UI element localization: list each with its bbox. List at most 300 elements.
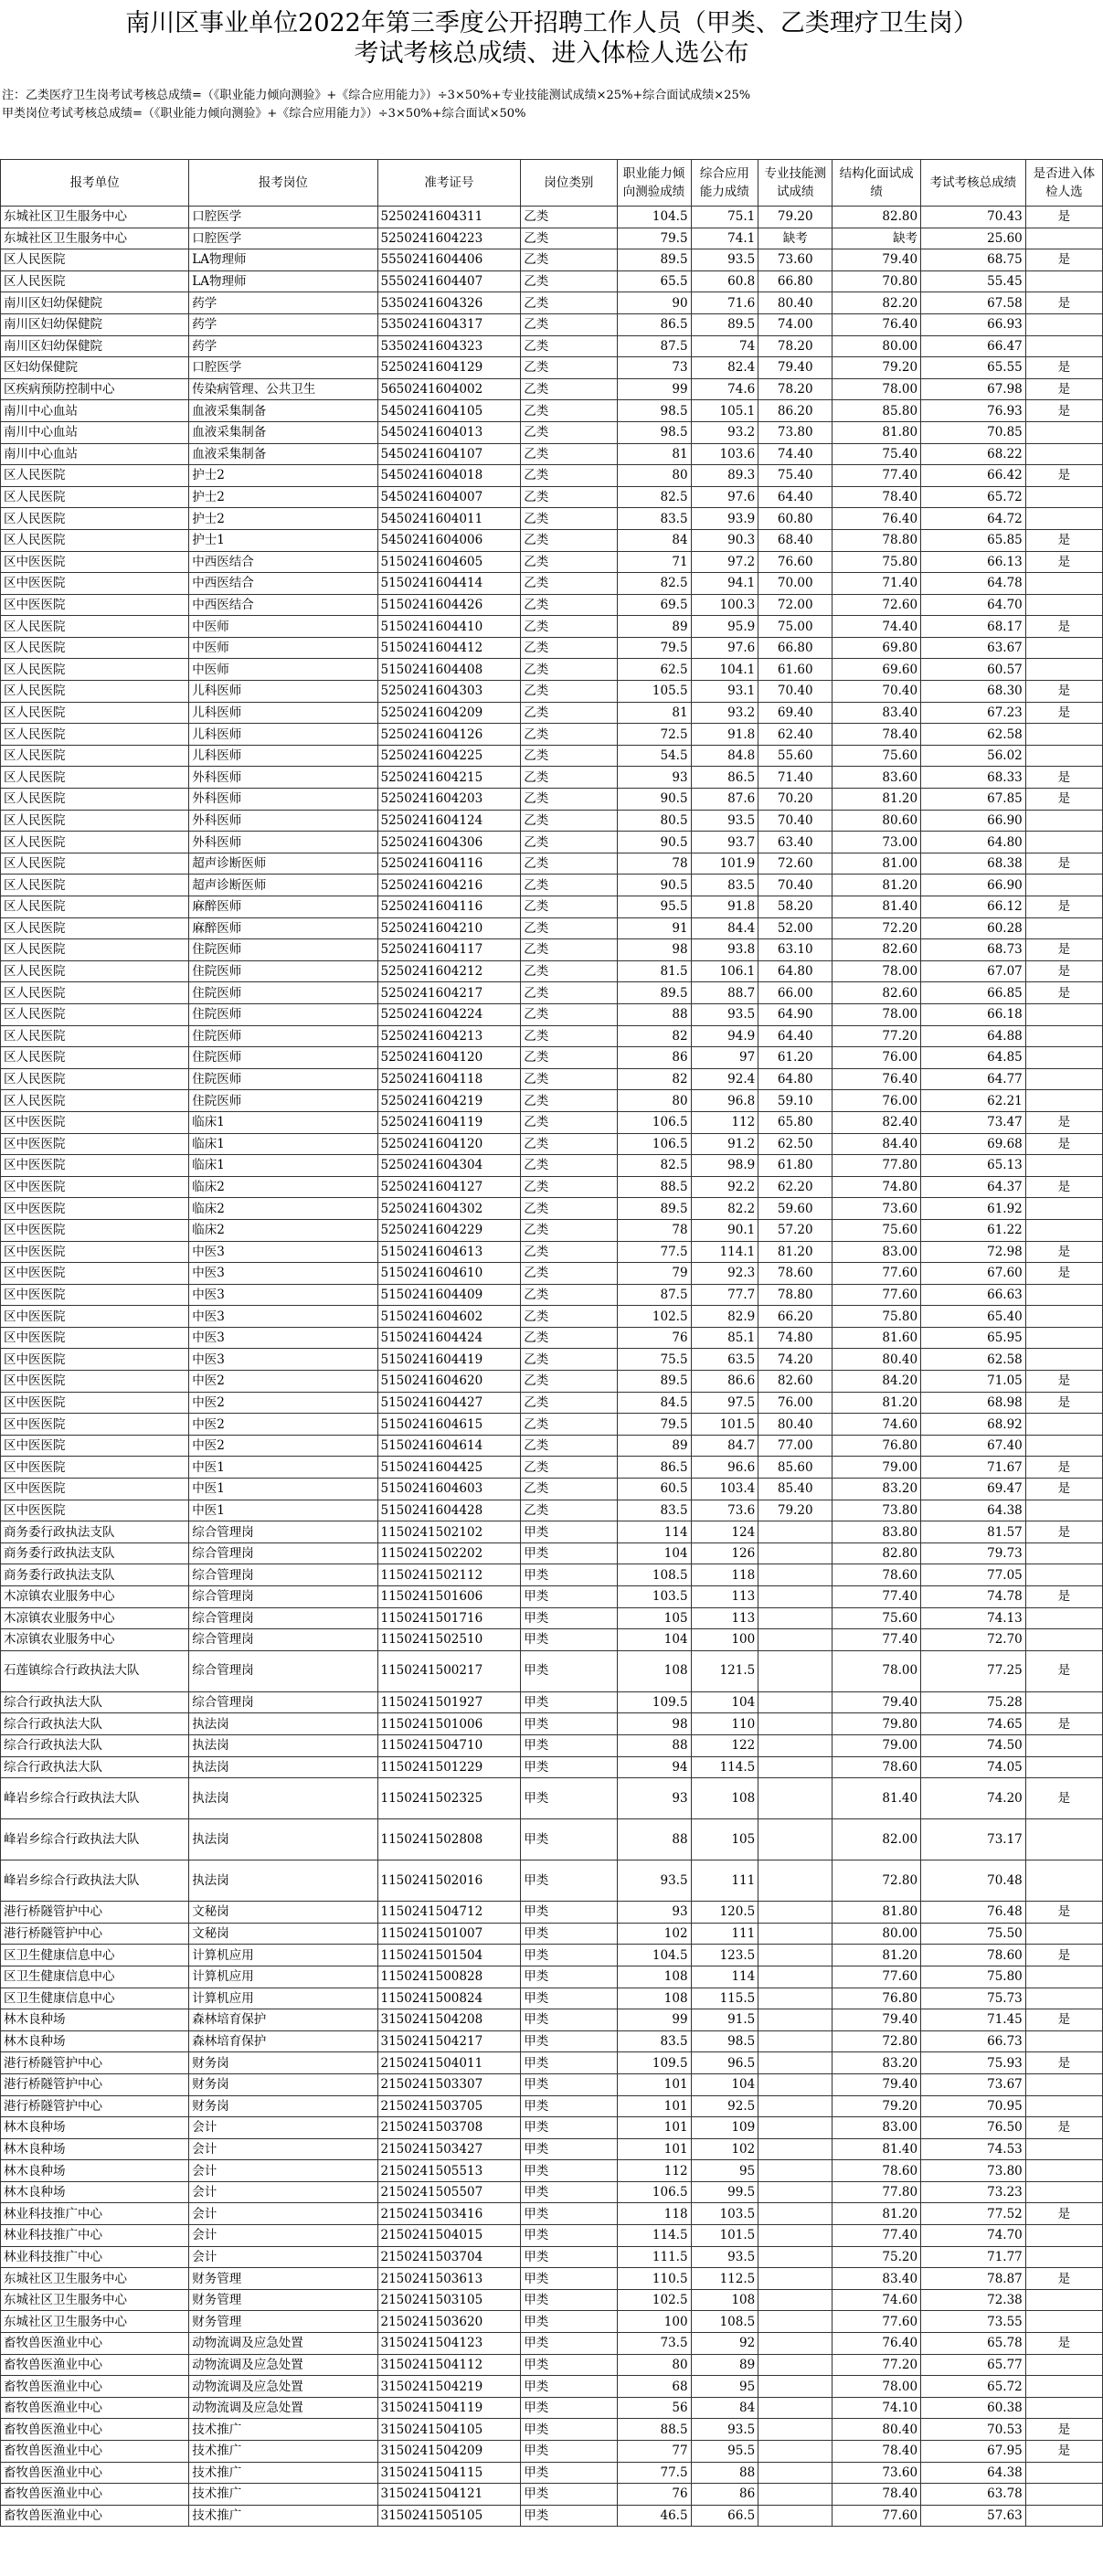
cell-post: 住院医师 — [189, 939, 377, 961]
cell-unit: 区中医医院 — [1, 1284, 189, 1306]
cell-physical-exam — [1025, 1756, 1102, 1778]
cell-interview: 78.60 — [833, 1564, 921, 1586]
cell-post-class: 乙类 — [521, 551, 617, 573]
header-row — [1, 160, 1103, 207]
cell-skill — [758, 1945, 833, 1966]
cell-ticket-no: 5250241604215 — [377, 767, 521, 789]
cell-physical-exam: 是 — [1025, 357, 1102, 379]
cell-aptitude: 94 — [617, 1756, 691, 1778]
cell-application: 123.5 — [691, 1945, 758, 1966]
cell-aptitude: 80 — [617, 465, 691, 487]
cell-post: 儿科医师 — [189, 681, 377, 703]
cell-post: 动物流调及应急处置 — [189, 2354, 377, 2376]
table-row — [1, 207, 1103, 228]
table-row — [1, 2419, 1103, 2441]
cell-aptitude: 84 — [617, 529, 691, 551]
cell-skill — [758, 1860, 833, 1902]
cell-unit: 区中医医院 — [1, 573, 189, 595]
table-row — [1, 1607, 1103, 1629]
cell-aptitude: 101 — [617, 2117, 691, 2139]
cell-post: 综合管理岗 — [189, 1586, 377, 1608]
cell-physical-exam: 是 — [1025, 616, 1102, 638]
cell-application: 113 — [691, 1607, 758, 1629]
cell-ticket-no: 1150241501606 — [377, 1586, 521, 1608]
cell-unit: 区人民医院 — [1, 1025, 189, 1047]
table-row — [1, 529, 1103, 551]
cell-post-class: 乙类 — [521, 1003, 617, 1025]
cell-unit: 林木良种场 — [1, 2181, 189, 2203]
cell-unit: 林木良种场 — [1, 2138, 189, 2160]
cell-ticket-no: 2150241503416 — [377, 2203, 521, 2225]
cell-physical-exam — [1025, 1198, 1102, 1220]
cell-interview: 81.40 — [833, 2138, 921, 2160]
cell-post: 传染病管理、公共卫生 — [189, 378, 377, 400]
cell-post: 中医2 — [189, 1414, 377, 1436]
table-row — [1, 2246, 1103, 2268]
cell-interview: 78.60 — [833, 1756, 921, 1778]
cell-total: 73.55 — [921, 2311, 1026, 2333]
cell-post: 护士2 — [189, 486, 377, 508]
cell-application: 106.1 — [691, 960, 758, 982]
cell-skill — [758, 1521, 833, 1543]
cell-unit: 畜牧兽医渔业中心 — [1, 2462, 189, 2484]
cell-interview: 78.00 — [833, 1003, 921, 1025]
cell-aptitude: 118 — [617, 2203, 691, 2225]
cell-total: 71.45 — [921, 2009, 1026, 2031]
cell-unit: 区人民医院 — [1, 681, 189, 703]
cell-skill: 66.80 — [758, 637, 833, 659]
cell-unit: 区人民医院 — [1, 1090, 189, 1112]
cell-post: 中医1 — [189, 1500, 377, 1521]
cell-skill: 72.00 — [758, 594, 833, 616]
cell-application: 84.4 — [691, 917, 758, 939]
cell-application: 74.6 — [691, 378, 758, 400]
cell-post: 口腔医学 — [189, 207, 377, 228]
cell-physical-exam: 是 — [1025, 2009, 1102, 2031]
table-row — [1, 2289, 1103, 2311]
cell-aptitude: 81 — [617, 702, 691, 724]
cell-skill: 68.40 — [758, 529, 833, 551]
cell-ticket-no: 1150241500828 — [377, 1966, 521, 1988]
cell-unit: 区人民医院 — [1, 982, 189, 1004]
cell-post: 临床2 — [189, 1198, 377, 1220]
cell-application: 93.5 — [691, 2246, 758, 2268]
cell-post-class: 甲类 — [521, 2073, 617, 2095]
cell-application: 115.5 — [691, 1988, 758, 2009]
cell-interview: 83.40 — [833, 702, 921, 724]
cell-post: LA物理师 — [189, 249, 377, 271]
cell-physical-exam: 是 — [1025, 551, 1102, 573]
cell-aptitude: 106.5 — [617, 2181, 691, 2203]
cell-interview: 75.40 — [833, 443, 921, 465]
cell-application: 75.1 — [691, 207, 758, 228]
cell-total: 66.90 — [921, 875, 1026, 896]
table-row — [1, 2311, 1103, 2333]
cell-unit: 南川中心血站 — [1, 443, 189, 465]
cell-aptitude: 77 — [617, 2441, 691, 2463]
cell-total: 73.67 — [921, 2073, 1026, 2095]
cell-application: 84.8 — [691, 745, 758, 767]
cell-total: 75.80 — [921, 1966, 1026, 1988]
cell-interview: 81.40 — [833, 896, 921, 918]
cell-physical-exam — [1025, 2505, 1102, 2527]
cell-post-class: 甲类 — [521, 1607, 617, 1629]
cell-application: 103.5 — [691, 2203, 758, 2225]
cell-post: 技术推广 — [189, 2505, 377, 2527]
cell-ticket-no: 1150241501716 — [377, 1607, 521, 1629]
cell-interview: 82.00 — [833, 1819, 921, 1860]
cell-total: 70.43 — [921, 207, 1026, 228]
cell-unit: 区人民医院 — [1, 960, 189, 982]
cell-skill: 71.40 — [758, 767, 833, 789]
cell-physical-exam — [1025, 2289, 1102, 2311]
cell-interview: 75.80 — [833, 1306, 921, 1328]
cell-total: 65.40 — [921, 1306, 1026, 1328]
cell-physical-exam — [1025, 1414, 1102, 1436]
cell-application: 74 — [691, 335, 758, 357]
cell-post-class: 乙类 — [521, 1371, 617, 1393]
cell-unit: 林木良种场 — [1, 2117, 189, 2139]
cell-unit: 区人民医院 — [1, 724, 189, 746]
cell-unit: 区中医医院 — [1, 1263, 189, 1285]
cell-aptitude: 60.5 — [617, 1479, 691, 1500]
cell-post-class: 甲类 — [521, 2160, 617, 2182]
cell-total: 64.38 — [921, 2462, 1026, 2484]
cell-total: 70.85 — [921, 421, 1026, 443]
cell-total: 64.72 — [921, 508, 1026, 530]
cell-total: 68.22 — [921, 443, 1026, 465]
cell-physical-exam — [1025, 1691, 1102, 1713]
cell-total: 74.65 — [921, 1713, 1026, 1735]
cell-total: 56.02 — [921, 745, 1026, 767]
cell-skill — [758, 2073, 833, 2095]
cell-application: 83.5 — [691, 875, 758, 896]
cell-application: 91.5 — [691, 2009, 758, 2031]
cell-total: 67.58 — [921, 292, 1026, 314]
cell-interview: 72.80 — [833, 1860, 921, 1902]
cell-unit: 东城社区卫生服务中心 — [1, 228, 189, 249]
cell-post: 中西医结合 — [189, 551, 377, 573]
cell-application: 82.2 — [691, 1198, 758, 1220]
cell-unit: 畜牧兽医渔业中心 — [1, 2376, 189, 2398]
cell-ticket-no: 5250241604126 — [377, 724, 521, 746]
cell-post-class: 乙类 — [521, 1392, 617, 1414]
cell-post-class: 乙类 — [521, 486, 617, 508]
cell-post: 执法岗 — [189, 1713, 377, 1735]
cell-post-class: 乙类 — [521, 875, 617, 896]
cell-application: 113 — [691, 1586, 758, 1608]
cell-post: 中医3 — [189, 1306, 377, 1328]
cell-skill — [758, 2354, 833, 2376]
table-row — [1, 1306, 1103, 1328]
cell-total: 73.23 — [921, 2181, 1026, 2203]
cell-application: 94.1 — [691, 573, 758, 595]
cell-interview: 76.40 — [833, 508, 921, 530]
table-row — [1, 594, 1103, 616]
cell-aptitude: 80 — [617, 1090, 691, 1112]
cell-aptitude: 91 — [617, 917, 691, 939]
cell-aptitude: 93 — [617, 767, 691, 789]
cell-ticket-no: 3150241504217 — [377, 2030, 521, 2052]
cell-aptitude: 79.5 — [617, 228, 691, 249]
cell-ticket-no: 3150241504219 — [377, 2376, 521, 2398]
cell-ticket-no: 2150241505513 — [377, 2160, 521, 2182]
cell-post: 会计 — [189, 2181, 377, 2203]
table-row — [1, 2441, 1103, 2463]
cell-application: 108.5 — [691, 2311, 758, 2333]
table-row — [1, 1734, 1103, 1756]
cell-ticket-no: 5250241604120 — [377, 1133, 521, 1155]
cell-skill: 74.40 — [758, 443, 833, 465]
cell-aptitude: 89 — [617, 616, 691, 638]
table-row — [1, 1966, 1103, 1988]
table-row — [1, 1923, 1103, 1945]
cell-total: 67.98 — [921, 378, 1026, 400]
table-row — [1, 2354, 1103, 2376]
cell-aptitude: 89.5 — [617, 1371, 691, 1393]
cell-skill: 64.80 — [758, 960, 833, 982]
cell-ticket-no: 5150241604610 — [377, 1263, 521, 1285]
table-row — [1, 637, 1103, 659]
cell-ticket-no: 5150241604412 — [377, 637, 521, 659]
cell-aptitude: 101 — [617, 2073, 691, 2095]
cell-physical-exam — [1025, 1734, 1102, 1756]
cell-application: 103.4 — [691, 1479, 758, 1500]
cell-physical-exam — [1025, 1923, 1102, 1945]
cell-unit: 区疾病预防控制中心 — [1, 378, 189, 400]
cell-aptitude: 62.5 — [617, 659, 691, 681]
cell-post-class: 乙类 — [521, 1284, 617, 1306]
cell-application: 95.5 — [691, 2441, 758, 2463]
cell-aptitude: 108.5 — [617, 1564, 691, 1586]
cell-interview: 78.00 — [833, 378, 921, 400]
cell-unit: 区人民医院 — [1, 1003, 189, 1025]
cell-unit: 区中医医院 — [1, 1414, 189, 1436]
cell-physical-exam — [1025, 917, 1102, 939]
cell-post: 血液采集制备 — [189, 443, 377, 465]
cell-physical-exam — [1025, 2095, 1102, 2117]
cell-post-class: 乙类 — [521, 1479, 617, 1500]
cell-skill: 74.80 — [758, 1327, 833, 1349]
cell-skill: 78.80 — [758, 1284, 833, 1306]
cell-total: 57.63 — [921, 2505, 1026, 2527]
cell-post-class: 乙类 — [521, 1133, 617, 1155]
cell-aptitude: 88.5 — [617, 1176, 691, 1198]
cell-unit: 区人民医院 — [1, 702, 189, 724]
cell-post: 住院医师 — [189, 1068, 377, 1090]
cell-ticket-no: 5150241604620 — [377, 1371, 521, 1393]
cell-interview: 78.40 — [833, 724, 921, 746]
cell-post-class: 乙类 — [521, 1176, 617, 1198]
cell-post: 药学 — [189, 313, 377, 335]
cell-ticket-no: 3150241504209 — [377, 2441, 521, 2463]
table-row — [1, 1945, 1103, 1966]
cell-aptitude: 82.5 — [617, 486, 691, 508]
cell-post: 住院医师 — [189, 1003, 377, 1025]
cell-post: 中医3 — [189, 1327, 377, 1349]
cell-skill — [758, 2138, 833, 2160]
cell-total: 76.48 — [921, 1902, 1026, 1924]
table-row — [1, 1650, 1103, 1691]
cell-post-class: 甲类 — [521, 2484, 617, 2506]
cell-post-class: 甲类 — [521, 1629, 617, 1651]
cell-post-class: 甲类 — [521, 1966, 617, 1988]
cell-interview: 78.00 — [833, 960, 921, 982]
cell-post: 森林培育保护 — [189, 2030, 377, 2052]
cell-ticket-no: 1150241502325 — [377, 1778, 521, 1819]
cell-post-class: 乙类 — [521, 270, 617, 292]
cell-aptitude: 112 — [617, 2160, 691, 2182]
cell-ticket-no: 1150241504710 — [377, 1734, 521, 1756]
cell-total: 65.77 — [921, 2354, 1026, 2376]
cell-aptitude: 98.5 — [617, 421, 691, 443]
cell-physical-exam: 是 — [1025, 853, 1102, 875]
cell-skill: 72.60 — [758, 853, 833, 875]
cell-physical-exam — [1025, 810, 1102, 832]
cell-aptitude: 95.5 — [617, 896, 691, 918]
cell-total: 70.95 — [921, 2095, 1026, 2117]
cell-post-class: 乙类 — [521, 616, 617, 638]
cell-post-class: 甲类 — [521, 1734, 617, 1756]
table-row — [1, 1025, 1103, 1047]
cell-unit: 港行桥隧管护中心 — [1, 2073, 189, 2095]
cell-application: 60.8 — [691, 270, 758, 292]
cell-ticket-no: 5250241604229 — [377, 1219, 521, 1241]
cell-skill: 66.20 — [758, 1306, 833, 1328]
cell-interview: 72.80 — [833, 2030, 921, 2052]
cell-post-class: 乙类 — [521, 896, 617, 918]
cell-physical-exam: 是 — [1025, 249, 1102, 271]
cell-skill: 61.80 — [758, 1155, 833, 1177]
cell-interview: 83.00 — [833, 1241, 921, 1263]
cell-post-class: 乙类 — [521, 1090, 617, 1112]
cell-post-class: 乙类 — [521, 1414, 617, 1436]
cell-application: 114 — [691, 1966, 758, 1988]
cell-unit: 区中医医院 — [1, 1479, 189, 1500]
cell-unit: 林业科技推广中心 — [1, 2246, 189, 2268]
cell-skill: 85.40 — [758, 1479, 833, 1500]
cell-physical-exam: 是 — [1025, 529, 1102, 551]
cell-unit: 港行桥隧管护中心 — [1, 1923, 189, 1945]
cell-skill: 59.10 — [758, 1090, 833, 1112]
cell-total: 77.25 — [921, 1650, 1026, 1691]
cell-skill — [758, 1542, 833, 1564]
cell-ticket-no: 2150241503613 — [377, 2268, 521, 2290]
cell-physical-exam — [1025, 2181, 1102, 2203]
cell-post: 执法岗 — [189, 1819, 377, 1860]
cell-application: 104 — [691, 1691, 758, 1713]
cell-total: 65.13 — [921, 1155, 1026, 1177]
cell-interview: 69.60 — [833, 659, 921, 681]
cell-post-class: 甲类 — [521, 2354, 617, 2376]
cell-post-class: 乙类 — [521, 400, 617, 422]
cell-post-class: 乙类 — [521, 939, 617, 961]
cell-total: 73.17 — [921, 1819, 1026, 1860]
cell-post-class: 甲类 — [521, 2397, 617, 2419]
cell-post: 中医3 — [189, 1241, 377, 1263]
cell-ticket-no: 5150241604410 — [377, 616, 521, 638]
cell-application: 100.3 — [691, 594, 758, 616]
cell-interview: 77.40 — [833, 465, 921, 487]
cell-interview: 85.80 — [833, 400, 921, 422]
cell-unit: 区中医医院 — [1, 1155, 189, 1177]
cell-post-class: 乙类 — [521, 1457, 617, 1479]
table-row — [1, 1090, 1103, 1112]
cell-skill — [758, 2203, 833, 2225]
cell-total: 65.72 — [921, 486, 1026, 508]
table-row — [1, 421, 1103, 443]
cell-unit: 区人民医院 — [1, 875, 189, 896]
header-physical-exam: 是否进入体检人选 — [1025, 160, 1102, 207]
cell-physical-exam: 是 — [1025, 1176, 1102, 1198]
cell-unit: 区卫生健康信息中心 — [1, 1966, 189, 1988]
cell-application: 126 — [691, 1542, 758, 1564]
cell-ticket-no: 5150241604419 — [377, 1349, 521, 1371]
cell-skill — [758, 2160, 833, 2182]
cell-physical-exam — [1025, 1607, 1102, 1629]
cell-unit: 区人民医院 — [1, 745, 189, 767]
cell-unit: 区中医医院 — [1, 1111, 189, 1133]
cell-interview: 73.00 — [833, 832, 921, 853]
cell-post-class: 乙类 — [521, 573, 617, 595]
cell-aptitude: 76 — [617, 2484, 691, 2506]
cell-application: 97.6 — [691, 486, 758, 508]
cell-application: 74.1 — [691, 228, 758, 249]
cell-post: 中医师 — [189, 616, 377, 638]
cell-ticket-no: 5250241604302 — [377, 1198, 521, 1220]
cell-physical-exam — [1025, 2484, 1102, 2506]
cell-unit: 林木良种场 — [1, 2030, 189, 2052]
cell-skill: 74.00 — [758, 313, 833, 335]
cell-ticket-no: 3150241505105 — [377, 2505, 521, 2527]
cell-physical-exam — [1025, 1966, 1102, 1988]
cell-skill: 70.00 — [758, 573, 833, 595]
cell-physical-exam — [1025, 2462, 1102, 2484]
cell-interview: 77.80 — [833, 1155, 921, 1177]
cell-unit: 区中医医院 — [1, 1176, 189, 1198]
cell-interview: 79.40 — [833, 2009, 921, 2031]
table-row — [1, 1371, 1103, 1393]
cell-post: 动物流调及应急处置 — [189, 2376, 377, 2398]
cell-physical-exam: 是 — [1025, 1371, 1102, 1393]
cell-ticket-no: 5650241604002 — [377, 378, 521, 400]
cell-application: 96.6 — [691, 1457, 758, 1479]
cell-total: 74.13 — [921, 1607, 1026, 1629]
cell-physical-exam: 是 — [1025, 1521, 1102, 1543]
cell-interview: 75.80 — [833, 551, 921, 573]
cell-post: 技术推广 — [189, 2419, 377, 2441]
cell-post: 住院医师 — [189, 960, 377, 982]
cell-total: 68.33 — [921, 767, 1026, 789]
cell-ticket-no: 5250241604203 — [377, 789, 521, 811]
cell-physical-exam — [1025, 228, 1102, 249]
cell-application: 120.5 — [691, 1902, 758, 1924]
cell-post-class: 乙类 — [521, 1219, 617, 1241]
cell-ticket-no: 5250241604117 — [377, 939, 521, 961]
cell-ticket-no: 5150241604409 — [377, 1284, 521, 1306]
cell-post-class: 甲类 — [521, 1542, 617, 1564]
table-row — [1, 551, 1103, 573]
cell-skill: 64.80 — [758, 1068, 833, 1090]
cell-unit: 综合行政执法大队 — [1, 1713, 189, 1735]
cell-application: 95 — [691, 2160, 758, 2182]
cell-skill — [758, 1650, 833, 1691]
table-row — [1, 1241, 1103, 1263]
cell-ticket-no: 5250241604210 — [377, 917, 521, 939]
table-header — [1, 160, 1103, 207]
cell-physical-exam — [1025, 637, 1102, 659]
cell-unit: 畜牧兽医渔业中心 — [1, 2441, 189, 2463]
